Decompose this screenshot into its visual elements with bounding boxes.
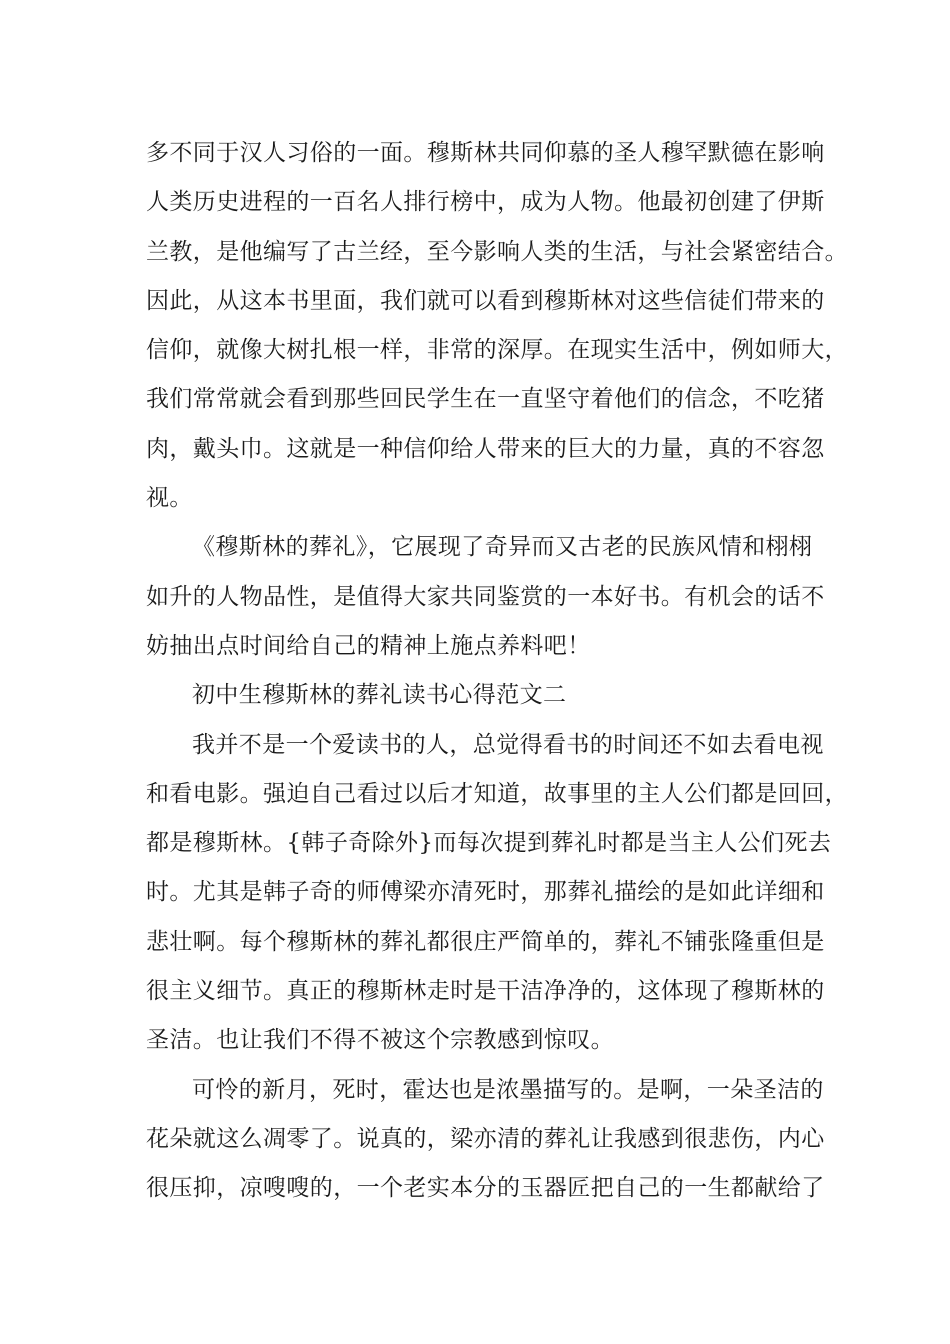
text-line: 我们常常就会看到那些回民学生在一直坚守着他们的信念，不吃猪 — [146, 386, 825, 413]
text-line: 如升的人物品性，是值得大家共同鉴赏的一本好书。有机会的话不 — [146, 583, 825, 610]
text-line: 因此，从这本书里面，我们就可以看到穆斯林对这些信徒们带来的 — [146, 287, 825, 314]
text-line: 妨抽出点时间给自己的精神上施点养料吧！ — [146, 632, 591, 659]
text-line: 花朵就这么凋零了。说真的，梁亦清的葬礼让我感到很悲伤，内心 — [146, 1125, 825, 1152]
text-line: 信仰，就像大树扎根一样，非常的深厚。在现实生活中，例如师大， — [146, 337, 848, 364]
text-line: 视。 — [146, 485, 193, 512]
text-line: 悲壮啊。每个穆斯林的葬礼都很庄严简单的，葬礼不铺张隆重但是 — [146, 928, 825, 955]
text-line: 圣洁。也让我们不得不被这个宗教感到惊叹。 — [146, 1027, 614, 1054]
text-line: 人类历史进程的一百名人排行榜中，成为人物。他最初创建了伊斯 — [146, 189, 825, 216]
text-line: 兰教，是他编写了古兰经，至今影响人类的生活，与社会紧密结合。 — [146, 238, 848, 265]
paragraph-start-line: 《穆斯林的葬礼》，它展现了奇异而又古老的民族风情和栩栩 — [192, 534, 813, 561]
text-line: 很主义细节。真正的穆斯林走时是干洁净净的，这体现了穆斯林的 — [146, 978, 825, 1005]
text-line: 都是穆斯林。{韩子奇除外}而每次提到葬礼时都是当主人公们死去 — [146, 830, 832, 857]
paragraph-start-line: 可怜的新月，死时，霍达也是浓墨描写的。是啊，一朵圣洁的 — [192, 1076, 824, 1103]
text-line: 和看电影。强迫自己看过以后才知道，故事里的主人公们都是回回， — [146, 780, 848, 807]
text-line: 多不同于汉人习俗的一面。穆斯林共同仰慕的圣人穆罕默德在影响 — [146, 140, 825, 166]
paragraph-start-line: 我并不是一个爱读书的人，总觉得看书的时间还不如去看电视 — [192, 731, 824, 758]
text-line: 肉，戴头巾。这就是一种信仰给人带来的巨大的力量，真的不容忽 — [146, 435, 825, 462]
text-line: 时。尤其是韩子奇的师傅梁亦清死时，那葬礼描绘的是如此详细和 — [146, 879, 825, 906]
text-line: 很压抑，凉嗖嗖的，一个老实本分的玉器匠把自己的一生都献给了 — [146, 1175, 825, 1202]
section-heading: 初中生穆斯林的葬礼读书心得范文二 — [192, 682, 567, 709]
document-body — [146, 131, 848, 1216]
